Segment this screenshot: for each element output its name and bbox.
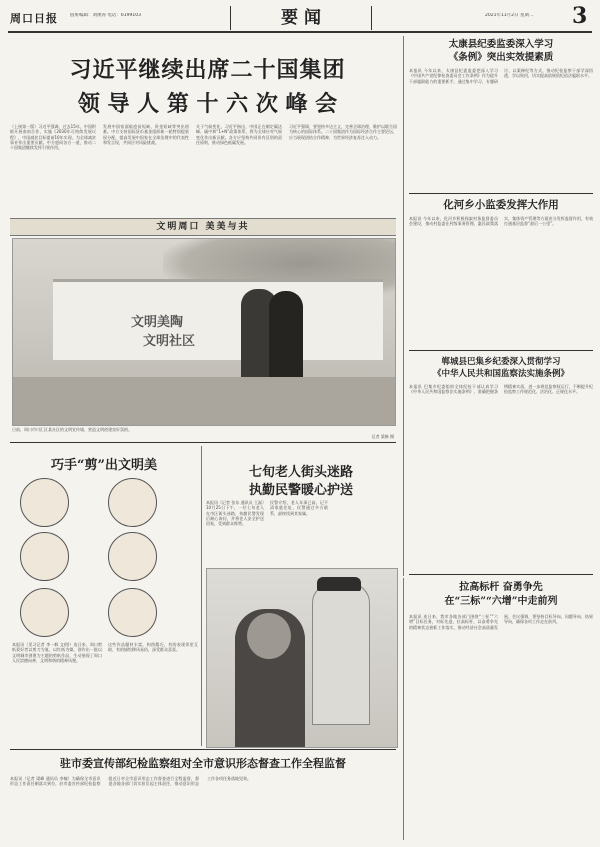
sidewalk bbox=[13, 377, 395, 425]
side-headline-1a: 太康县纪委监委深入学习 bbox=[448, 39, 554, 50]
side-headline-4a: 拉高标杆 奋勇争先 bbox=[459, 582, 543, 593]
section-title: 要 闻 bbox=[281, 8, 321, 28]
lead-headline-line2: 领 导 人 第 十 六 次 峰 会 bbox=[77, 91, 338, 117]
wall-slogan-2: 文明社区 bbox=[143, 334, 196, 349]
elder-headline-line2: 执勤民警暖心护送 bbox=[248, 483, 353, 498]
side-body-1: 本报讯 今年以来，太康县纪委监委把深入学习《中国共产党纪律检查委员会工作条例》作为提升干部履职能力的重要抓手，通过集中学习、专题研讨、以案释纪等方式，推动纪检监察干部学深悟透、学以致用，切实提高依规依纪依法履职水平。 bbox=[409, 68, 593, 84]
side-rule-1 bbox=[409, 193, 593, 194]
slogan-wall bbox=[53, 279, 383, 360]
feature-banner bbox=[10, 218, 396, 236]
papercut-body-col2: 这些作品题材丰富，构图精巧，有的表现邻里互助，有的描绘移风易俗，深受群众喜爱。 bbox=[108, 642, 198, 653]
page-number: 3 bbox=[572, 3, 588, 29]
side-body-3: 本报讯 巴集乡纪委组织全体纪检干部认真学习《中华人民共和国监察法实施条例》，准确把握条例精神实质，进一步规范监察权运行，不断提升纪检监察工作规范化、法治化、正规化水平。 bbox=[409, 384, 593, 395]
side-headline-1b: 《条例》突出实效提素质 bbox=[448, 52, 554, 63]
column-divider bbox=[403, 578, 404, 840]
feature-banner-title: 文明周口 美美与共 bbox=[156, 222, 250, 232]
elder-headline-line1: 七旬老人街头迷路 bbox=[248, 465, 353, 480]
masthead-logo: 周口日报 bbox=[10, 12, 58, 25]
papercut-artwork bbox=[108, 532, 157, 581]
masthead-rule bbox=[8, 31, 592, 33]
photo-caption: 日前，周口市川汇区某社区的文明宣传墙，营造文明创建良好氛围。 bbox=[12, 427, 132, 432]
elder-body-col2: 民警介绍，老人年事已高，记不清家庭住址，民警通过多方联系，最终找到其家属。 bbox=[270, 500, 328, 516]
side-headline-3a: 郸城县巴集乡纪委深入贯彻学习 bbox=[441, 357, 561, 367]
elder-face bbox=[247, 613, 291, 659]
papercut-artwork bbox=[20, 588, 69, 637]
supervision-headline: 驻市委宣传部纪检监察组对全市意识形态督查工作全程监督 bbox=[60, 757, 346, 770]
side-headline-4b: 在“三标”“六增”中走前列 bbox=[444, 596, 558, 607]
side-headline-2a: 化河乡小监委发挥大作用 bbox=[443, 199, 559, 211]
photo-credit: 记者 梁修 摄 bbox=[371, 434, 394, 439]
lead-headline-line1: 习近平继续出席二十国集团 bbox=[69, 57, 346, 83]
supervision-body: 本报讯（记者 梁峰 通讯员 李楠）为确保全市意识形态工作责任制落实到位，驻市委宣传部纪检监察组近日对全市意识形态工作督查进行全程监督，督促各地各部门切实担负起主体责任，推动意识形态工作各项任务落地见效。 bbox=[10, 776, 251, 787]
lead-body-col2: 发展中国家面临疫苗短缺、资金短缺等突出困难。中方支持国际货币基金组织新一轮特别提款权分配，提高发展中国家在全球治理中的代表性和发言权，共同应对风险挑战。 bbox=[103, 124, 189, 145]
side-headline-3b: 《中华人民共和国监察法实施条例》 bbox=[432, 369, 569, 379]
section-rule-1 bbox=[10, 442, 396, 443]
side-story-2 bbox=[409, 198, 593, 348]
section-rule-2 bbox=[10, 749, 396, 750]
side-rule-3 bbox=[409, 574, 593, 575]
side-rule-2 bbox=[409, 350, 593, 351]
elder-body-col3 bbox=[334, 500, 394, 566]
side-story-1 bbox=[409, 38, 593, 191]
side-body-4: 本报讯 连日来，我市各地各部门围绕“三标”“六增”目标任务，对标先进、拉高标杆，以奋勇争先的精神状态狠抓工作落实，推动经济社会高质量发展。会议强调，要坚持目标导向、问题导向、结果导向，确保各项工作走在前列。 bbox=[409, 614, 593, 630]
lead-body-col4: 习近平强调，要坚持多边主义，完善全球治理，维护以联合国为核心的国际体系。二十国集团作为国际经济合作主要论坛，应当展现团结合作精神，为世界经济复苏注入动力。 bbox=[289, 124, 397, 140]
side-body-2: 本报讯 今年以来，化河乡积极探索村务监督委员会建设，推动村监委在村级事务管理、惠民政策落实、集体资产管理等方面充分发挥监督作用，有效打通基层监督“最后一公里”。 bbox=[409, 216, 593, 227]
papercut-artwork bbox=[108, 478, 157, 527]
wall-slogan-1: 文明美陶 bbox=[131, 315, 184, 330]
section-title-box bbox=[230, 6, 372, 30]
papercut-body-col1: 本报讯（见习记者 李一枫 文/图）连日来，周口剪纸爱好者以剪刀为笔，以红纸为媒，创作出一批以文明城市创建为主题的剪纸作品，生动展现了周口人民崇德向善、文明和谐的精神风貌。 bbox=[12, 642, 102, 663]
side-story-4 bbox=[409, 581, 593, 839]
column-divider bbox=[201, 446, 202, 746]
elder-body-col1: 本报讯（记者 张东 通讯员 王磊）10月25日下午，一位七旬老人在市区街头迷路，执勤民警发现后耐心询问，并将老人安全护送回家，受到群众称赞。 bbox=[206, 500, 264, 527]
police-photo bbox=[206, 568, 398, 748]
lead-body-col1: （上接第一版）习近平强调，过去15年，中国积极开展南南合作，实施《2030年可持续发展议程》，中国减贫目标提前10年实现，为全球减贫事业作出重要贡献。中方愿同各方一道，推动二十国集团继续发挥引领作用。 bbox=[10, 124, 96, 151]
police-cap bbox=[317, 577, 361, 591]
column-divider bbox=[403, 36, 404, 576]
papercut-headline: 巧手“剪”出文明美 bbox=[51, 458, 157, 473]
papercut-artwork bbox=[108, 588, 157, 637]
papercut-artwork bbox=[20, 478, 69, 527]
lead-body-col3: 关于气候变化，习近平指出，中国正在制定碳达峰、碳中和“1+N”政策体系，将为全球应对气候变化作出新贡献。各方应坚持共同但有区别的责任原则，推动绿色低碳发展。 bbox=[196, 124, 282, 145]
date-line: 2021年11月2日 星期二 bbox=[485, 13, 534, 18]
street-photo bbox=[12, 238, 396, 426]
masthead-editor-line: 值班编辑：刘俊涛 电话：6199103 bbox=[70, 13, 141, 18]
police-officer bbox=[312, 583, 370, 725]
side-story-3 bbox=[409, 356, 593, 571]
papercut-artwork bbox=[20, 532, 69, 581]
